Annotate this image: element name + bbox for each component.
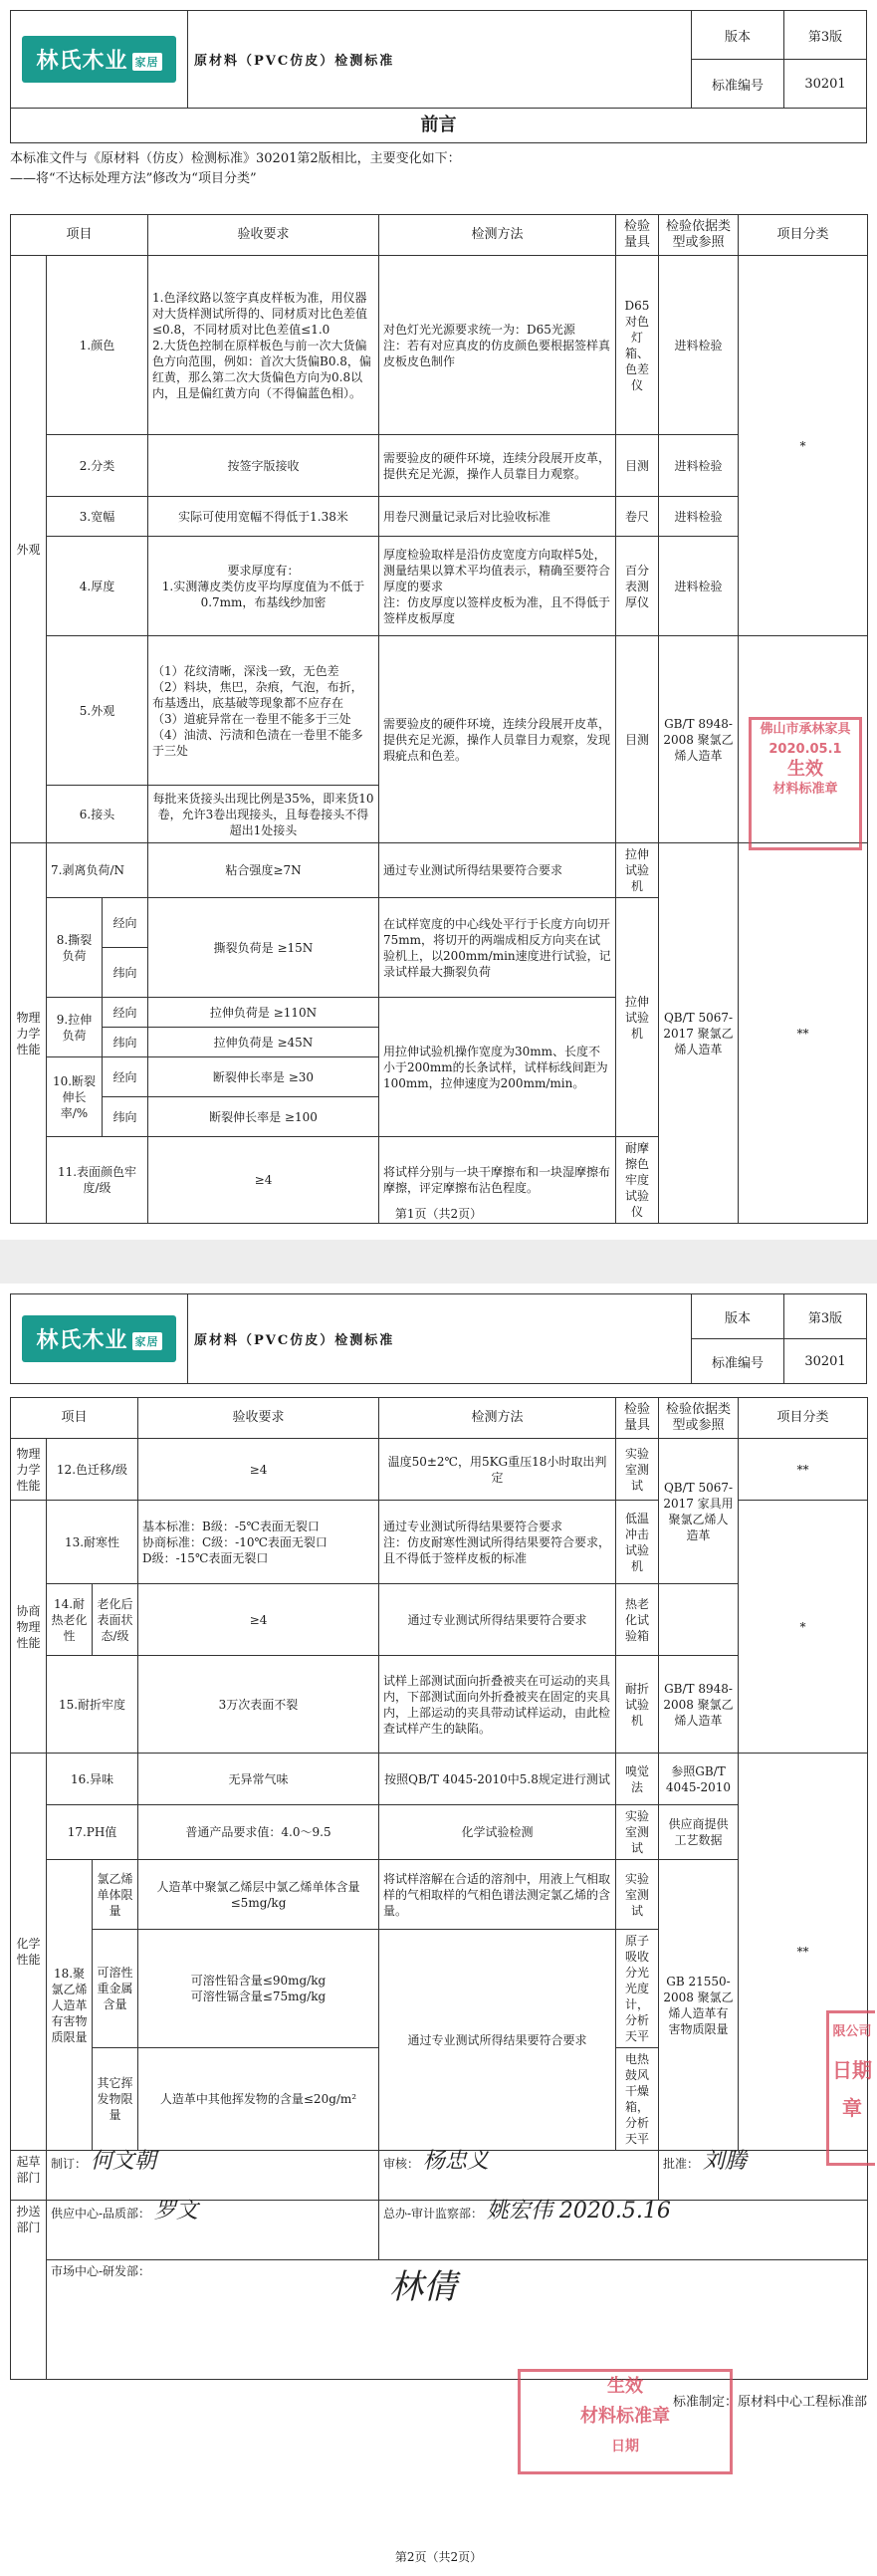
signature-row-market: 市场中心-研发部： 林倩 <box>11 2260 868 2380</box>
table-row: 纬向 拉伸负荷是 ≥45N <box>11 1028 868 1057</box>
category-mechanical: ** <box>739 843 868 1224</box>
version-label: 版本 <box>692 11 784 60</box>
table-row: 17.PH值 普通产品要求值：4.0～9.5 化学试验检测 实验室测试 供应商提供工艺数据 <box>11 1805 868 1860</box>
col-tool: 检验量具 <box>616 215 659 256</box>
signature-draft: 何文朝 <box>90 2149 156 2174</box>
col-method: 检测方法 <box>379 215 616 256</box>
footer-standard-dept: 标准制定：原材料中心工程标准部 <box>672 2395 867 2410</box>
table-row: 物理力学性能 7.剥离负荷/N 粘合强度≥7N 通过专业测试所得结果要符合要求 拉伸试验机 QB/T 5067-2017 聚氯乙烯人造革 ** <box>11 843 868 898</box>
company-stamp: 限公司 日期 章 <box>826 2010 875 2166</box>
table-row: 3.宽幅 实际可使用宽幅不得低于1.38米 用卷尺测量记录后对比验收标准 卷尺 进料检验 <box>11 497 868 537</box>
signature-market: 林倩 <box>389 2267 457 2307</box>
col-requirement: 验收要求 <box>148 215 379 256</box>
table-row: 14.耐热老化性 老化后表面状态/级 ≥4 通过专业测试所得结果要符合要求 热老化试验箱 <box>11 1584 868 1656</box>
brand-logo: 林氏木业 家居 <box>22 36 175 83</box>
table-row: 2.分类 按签字版接收 需要验皮的硬件环境，连续分段展开皮革，提供充足光源，操作人员靠目力观察。 目测 进料检验 <box>11 435 868 497</box>
table-row: 8.撕裂负荷 经向 撕裂负荷是 ≥15N 在试样宽度的中心线处平行于长度方向切开75mm，将切开的两端成相反方向夹在试验机上，以200mm/min速度进行试验，记录试样最大撕裂负荷 拉伸试验机 <box>11 898 868 948</box>
page-number-1: 第1页（共2页） <box>394 1207 483 1221</box>
signature-approve: 刘腾 <box>702 2149 747 2174</box>
table-row: 外观 1.颜色 1.色泽纹路以签字真皮样板为准，用仪器对大货样测试所得的、同材质对比色差值≤0.8，不同材质对比色差值≤1.0 2.大货色控制在原样板色与前一次大货偏色方向范围，例如：首次大货偏B0.8，偏红黄，那么第二次大货偏色方向为0.8以内，且是偏红黄方向（不得偏蓝色相）。 对色灯光光源要求统一为：D65光源 注：若有对应真皮的仿皮颜色要根据签样真皮板皮色制作 D65对色灯箱、色差仪 进料检验 * <box>11 256 868 435</box>
table-row: 物理力学性能 12.色迁移/级 ≥4 温度50±2℃，用5KG重压18小时取出判定 实验室测试 QB/T 5067-2017 家具用聚氯乙烯人造革 ** <box>11 1439 868 1501</box>
col-reference: 检验依据类型或参照 <box>659 215 739 256</box>
table-row: 其它挥发物限量 人造革中其他挥发物的含量≤20g/m² 电热鼓风干燥箱，分析天平 <box>11 2048 868 2151</box>
foreword-text: 本标准文件与《原材料（仿皮）检测标准》30201第2版相比，主要变化如下： ——将“不达标处理方法”修改为“项目分类” <box>10 151 461 186</box>
table-row: 11.表面颜色牢度/级 ≥4 将试样分别与一块干摩擦布和一块湿摩擦布摩擦，评定摩擦布沾色程度。 耐摩擦色牢度试验仪 <box>11 1137 868 1224</box>
category-appearance-1: * <box>739 256 868 636</box>
table-row: 9.拉伸负荷 经向 拉伸负荷是 ≥110N 用拉伸试验机操作宽度为30mm、长度不小于200mm的长条试样，试样标线间距为100mm，拉伸速度为200mm/min。 <box>11 998 868 1028</box>
signature-audit: 姚宏伟 2020.5.16 <box>486 2199 671 2224</box>
page-1 <box>0 0 877 1240</box>
signature-supply: 罗文 <box>153 2199 198 2224</box>
page-separator <box>0 1240 877 1284</box>
table-row: 4.厚度 要求厚度有： 1.实测薄皮类仿皮平均厚度值为不低于0.7mm，布基线纱加密 厚度检验取样是沿仿皮宽度方向取样5处，测量结果以算术平均值表示，精确至要符合厚度的要求 注：仿皮厚度以签样皮板为准，且不得低于签样皮板厚度 百分表测厚仪 进料检验 <box>11 537 868 636</box>
table-row: 18.聚氯乙烯人造革有害物质限量 氯乙烯单体限量 人造革中聚氯乙烯层中氯乙烯单体含量≤5mg/kg 将试样溶解在合适的溶剂中，用液上气相取样的气相取样的气相色谱法测定氯乙烯的含量。 实验室测试 GB 21550-2008 聚氯乙烯人造革有害物质限量 <box>11 1860 868 1930</box>
page-2 <box>0 1284 877 2576</box>
foreword-title: 前言 <box>10 108 867 143</box>
table-row: 6.接头 每批来货接头出现比例是35%，即来货10卷，允许3卷出现接头，且每卷接头不得超出1处接头 <box>11 786 868 843</box>
effective-stamp-2: 生效 材料标准章 日期 <box>518 2369 733 2474</box>
table-row: 化学性能 16.异味 无异常气味 按照QB/T 4045-2010中5.8规定进行测试 嗅觉法 参照GB/T 4045-2010 ** <box>11 1754 868 1805</box>
table-row: 纬向 断裂伸长率是 ≥100 <box>11 1097 868 1137</box>
group-physical: 物理力学性能 <box>11 843 47 1224</box>
signature-row-draft: 起草部门 制订： 何文朝 审核： 杨忠义 批准： 刘腾 <box>11 2151 868 2201</box>
table-row: 5.外观 （1）花纹清晰，深浅一致，无色差 （2）料块，焦巴，杂痕，气泡，布折，布基透出，底基破等现象都不应存在 （3）道疵异常在一卷里不能多于三处 （4）油渍、污渍和色渍在一卷里不能多于三处 需要验皮的硬件环境，连续分段展开皮革，提供充足光源，操作人员靠目力观察，发现瑕疵点和色差。 目测 GB/T 8948-2008 聚氯乙烯人造革 <box>11 636 868 786</box>
effective-stamp-1: 佛山市承林家具 2020.05.1 生效 材料标准章 <box>749 717 862 850</box>
spec-table-page1 <box>10 214 868 1224</box>
document-title: 原材料（PVC仿皮）检测标准 <box>188 1294 692 1384</box>
table-row: 10.断裂伸长率/% 经向 断裂伸长率是 ≥30 <box>11 1057 868 1097</box>
col-category: 项目分类 <box>739 215 868 256</box>
table-row: 15.耐折牢度 3万次表面不裂 试样上部测试面向折叠被夹在可运动的夹具内，下部测试面向外折叠被夹在固定的夹具内，上部运动的夹具带动试样运动，由此检查试样产生的缺陷。 耐折试验机 GB/T 8948-2008 聚氯乙烯人造革 <box>11 1656 868 1754</box>
brand-logo: 林氏木业 家居 <box>22 1315 175 1362</box>
version-value: 第3版 <box>784 11 867 60</box>
document-title: 原材料（PVC仿皮）检测标准 <box>188 11 692 109</box>
doc-header-2: 林氏木业 家居 原材料（PVC仿皮）检测标准 版本 第3版 标准编号 30201 <box>10 1293 867 1384</box>
table-row: 可溶性重金属含量 可溶性铅含量≤90mg/kg 可溶性镉含量≤75mg/kg 通过专业测试所得结果要符合要求 原子吸收分光光度计，分析天平 <box>11 1930 868 2048</box>
signature-row-copy: 抄送部门 供应中心-品质部： 罗文 总办-审计监察部： 姚宏伟 2020.5.16 <box>11 2201 868 2260</box>
spec-table-page2: 项目 验收要求 检测方法 检验量具 检验依据类型或参照 项目分类 物理力学性能 12.色迁移/级 ≥4 温度50±2℃，用5KG重压18小时取出判定 实验室测试 QB/T 5067-2017 家具用聚氯乙烯人造革 ** 协商物理性能 13.耐寒性 基本标准：B级：-5℃表面无裂口 协商标准：C级：-10℃表面无裂口 D级：-15℃表面无裂口 通过专业测试所得结果要符合要求 注：仿皮耐寒性测试所得结果要符合要求，且不得低于签样皮板的标准 低温冲击试验机 * 14.耐热老化性 老化后表面状态/级 ≥4 通过专业测试所得结果要符合要求 热老化试验箱 15.耐折牢度 3万次表面不裂 试样上部测试面向折叠被夹在可运动的夹具内，下部测试面向外折叠被夹在固定的夹具内，上部运动的夹具带动试样运动，由此检查试样产生的缺陷。 耐折试验机 GB/T 8948-2008 聚氯乙烯人造革 化学性能 16.异味 无异常气味 按照QB/T 4045-2010中5.8规定进行测试 嗅觉法 参照GB/T 4045-2010 ** 17.PH值 普通产品要求值：4.0～9.5 化学试验检测 实验室测试 供应商提供工艺数据 18.聚氯乙烯人造革有害物质限量 氯乙烯单体限量 人造革中聚氯乙烯层中氯乙烯单体含量≤5mg/kg 将试样溶解在合适的溶剂中，用液上气相取样的气相取样的气相色谱法测定氯乙烯的含量。 实验室测试 GB 21550-2008 聚氯乙烯人造革有害物质限量 可溶性重金属含量 可溶性铅含量≤90mg/kg 可溶性镉含量≤75mg/kg 通过专业测试所得结果要符合要求 原子吸收分光光度计，分析天平 其它挥发物限量 人造革中其他挥发物的含量≤20g/m² 电热鼓风干燥箱，分析天平 起草部门 制订： 何文朝 审核： 杨忠义 批准： 刘腾 抄送部门 供应中心-品质部： 罗文 总办-审计监察部： 姚宏伟 2020.5.16 市场中心-研发部： 林倩 <box>10 1397 868 2380</box>
group-appearance: 外观 <box>11 256 47 843</box>
col-item: 项目 <box>11 215 148 256</box>
signature-review: 杨忠义 <box>422 2149 489 2174</box>
number-label: 标准编号 <box>692 60 784 109</box>
doc-header <box>10 10 867 109</box>
table-row: 协商物理性能 13.耐寒性 基本标准：B级：-5℃表面无裂口 协商标准：C级：-10℃表面无裂口 D级：-15℃表面无裂口 通过专业测试所得结果要符合要求 注：仿皮耐寒性测试所得结果要符合要求，且不得低于签样皮板的标准 低温冲击试验机 * <box>11 1501 868 1584</box>
table-row: 纬向 <box>11 948 868 998</box>
page-number-2: 第2页（共2页） <box>394 2550 483 2564</box>
number-value: 30201 <box>784 60 867 109</box>
